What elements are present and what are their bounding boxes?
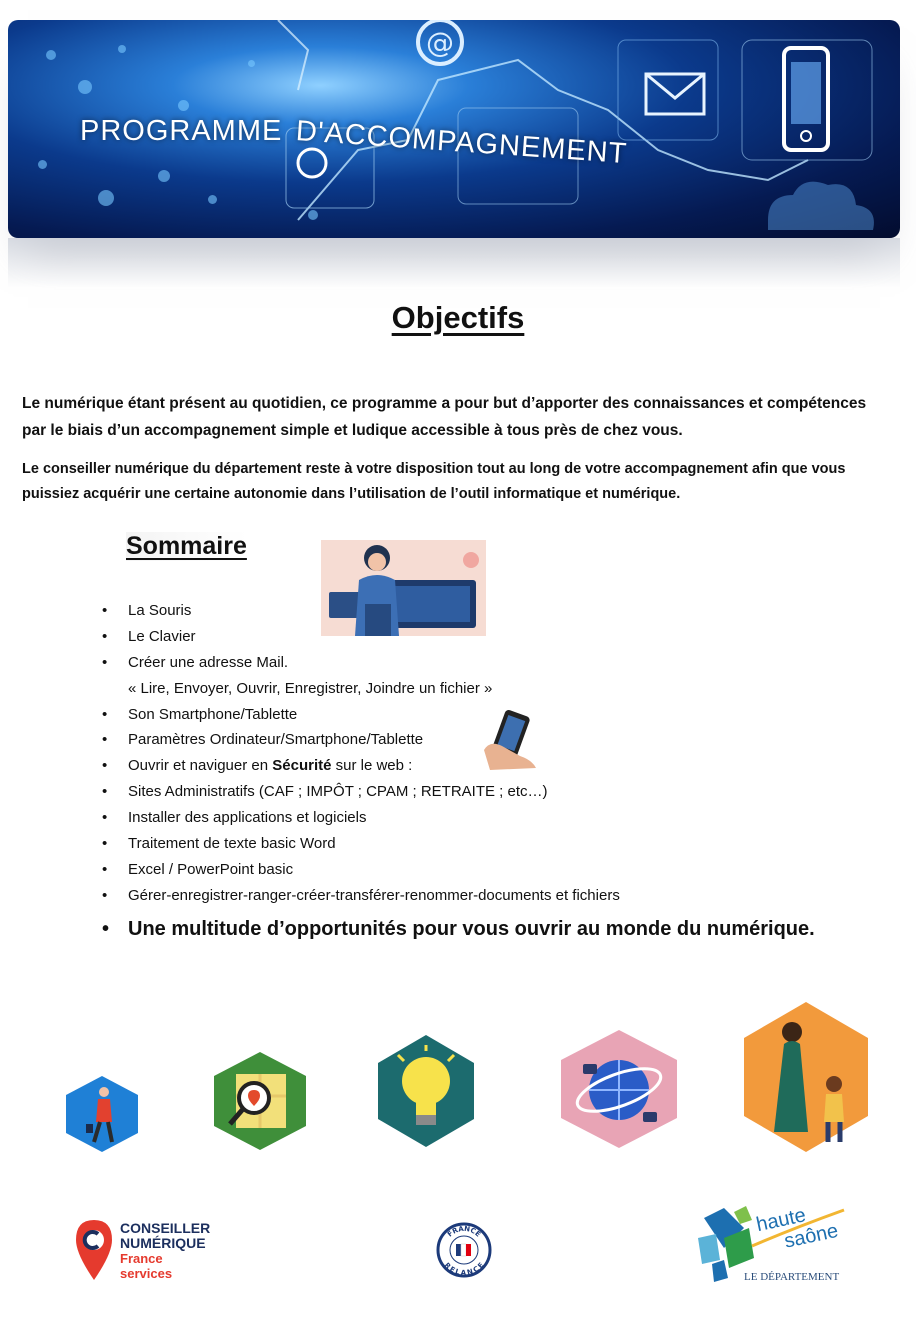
banner-reflection	[8, 238, 900, 288]
svg-text:RELANCE: RELANCE	[442, 1261, 486, 1278]
map-magnifier-icon	[214, 1052, 306, 1150]
haute-saone-wordmark: haute saône	[754, 1204, 841, 1253]
banner-title-word2: D'ACCOMPAGNEMENT	[295, 115, 629, 171]
list-item: • Créer une adresse Mail.	[102, 653, 289, 671]
list-item-continuation: « Lire, Envoyer, Ouvrir, Enregistrer, Joindre un fichier »	[128, 679, 493, 697]
list-item: • Installer des applications et logiciels	[102, 809, 367, 827]
location-pin-icon	[74, 1218, 114, 1282]
banner-title	[80, 115, 629, 171]
haute-saone-subtitle: LE DÉPARTEMENT	[744, 1271, 840, 1283]
closing-statement: • Une multitude d’opportunités pour vous ouvrir au monde du numérique.	[102, 917, 815, 940]
sommaire-list	[102, 599, 815, 946]
list-item: • Excel / PowerPoint basic	[102, 860, 294, 878]
mother-child-icon	[744, 1002, 868, 1152]
list-item: • Ouvrir et naviguer en Sécurité sur le web :	[102, 757, 413, 775]
hand-smartphone-icon	[480, 710, 540, 772]
banner-title-word1: PROGRAMME	[80, 115, 283, 147]
list-item: • La Souris	[102, 602, 192, 619]
envelope-icon	[646, 74, 704, 114]
lightbulb-icon	[378, 1035, 474, 1147]
smartphone-icon	[742, 40, 872, 160]
globe-network-icon	[561, 1030, 677, 1148]
list-item: • Gérer-enregistrer-ranger-créer-transférer-renommer-documents et fichiers	[102, 886, 620, 904]
at-icon	[418, 20, 462, 64]
intro-paragraph: Le numérique étant présent au quotidien, ce programme a pour but d’apporter des connaissances et compétences par le biais d’un accompagnement simple et ludique accessible à tous près de chez vous.	[22, 395, 867, 439]
france-relance-logo	[436, 1222, 492, 1278]
svg-text:@: @	[426, 26, 454, 59]
list-item: • Paramètres Ordinateur/Smartphone/Tablette	[102, 731, 424, 749]
conseiller-numerique-logo: CONSEILLER NUMÉRIQUE France services	[74, 1218, 224, 1284]
list-item: • Son Smartphone/Tablette	[102, 705, 298, 723]
svg-text:FRANCE: FRANCE	[445, 1224, 483, 1239]
cloud-icon	[768, 182, 874, 230]
walking-person-icon	[66, 1076, 138, 1152]
page-title: Objectifs	[391, 300, 525, 335]
list-item: • Sites Administratifs (CAF ; IMPÔT ; CPAM ; RETRAITE ; etc…)	[102, 783, 548, 801]
list-item: • Traitement de texte basic Word	[102, 835, 336, 853]
advisor-paragraph: Le conseiller numérique du département reste à votre disposition tout au long de votre accompagnement afin que vous puissiez acquérir une certaine autonomie dans l’utilisation de l’outil informatique et numérique.	[22, 461, 846, 502]
list-item: • Le Clavier	[102, 627, 196, 645]
sommaire-title: Sommaire	[126, 532, 247, 560]
banner	[8, 20, 900, 238]
